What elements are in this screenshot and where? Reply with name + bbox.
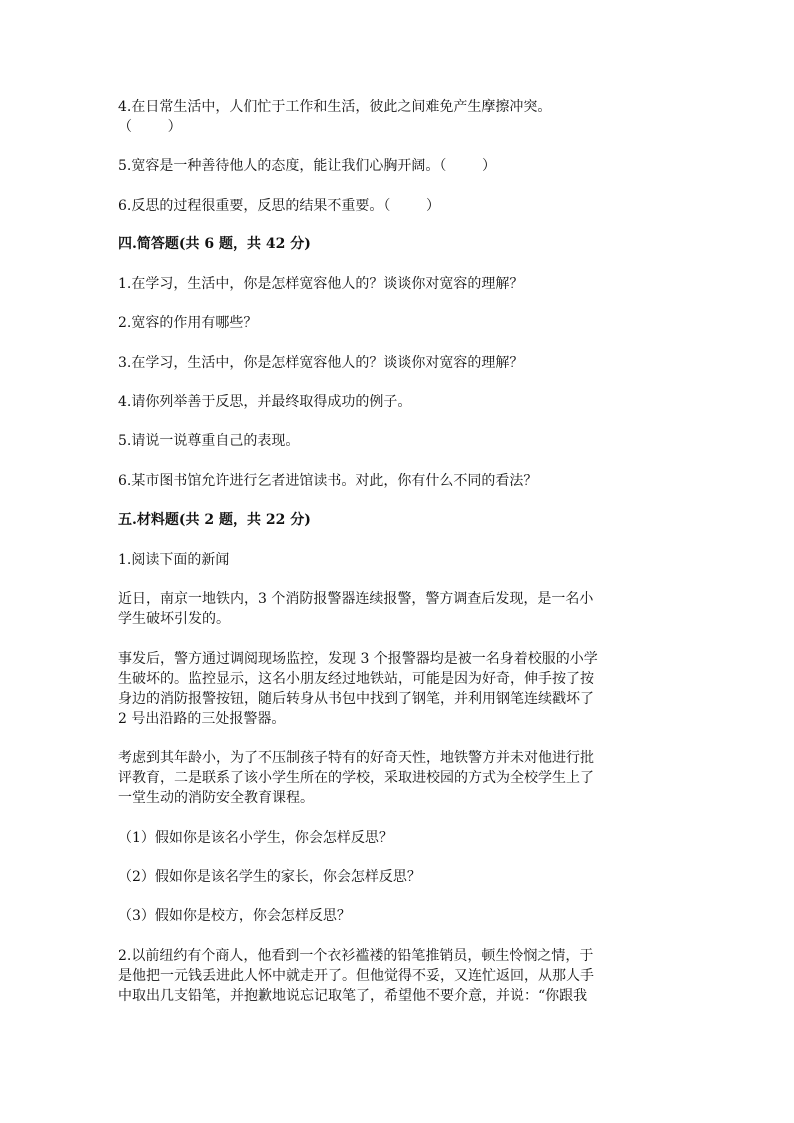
material1-sub3: （3）假如你是校方，你会怎样反思？ [118,908,351,924]
short-q5: 5.请说一说尊重自己的表现。 [118,433,300,449]
section4-title: 四.简答题(共 6 题，共 42 分) [118,236,311,252]
material2-line: 中取出几支铅笔，并抱歉地说忘记取笔了，希望他不要介意，并说：“你跟我 [118,988,588,1004]
short-q6: 6.某市图书馆允许进行乞者进馆读书。对此，你有什么不同的看法？ [118,473,538,489]
judgement-q6: 6.反思的过程很重要，反思的结果不重要。（ ） [118,198,440,214]
material1-p3-line: 考虑到其年龄小，为了不压制孩子特有的好奇天性，地铁警方并未对他进行批 [118,750,594,766]
judgement-q4: 4.在日常生活中，人们忙于工作和生活，彼此之间难免产生摩擦冲突。 [118,99,552,115]
section5-title: 五.材料题(共 2 题，共 22 分) [118,512,311,528]
material1-p2-line: 生破坏的。监控显示，这名小朋友经过地铁站，可能是因为好奇，伸手按了按 [118,671,594,687]
material2-line: 是他把一元钱丢进此人怀中就走开了。但他觉得不妥，又连忙返回，从那人手 [118,968,594,984]
short-q1: 1.在学习，生活中，你是怎样宽容他人的？谈谈你对宽容的理解？ [118,276,524,292]
material1-p2-line: 事发后，警方通过调阅现场监控，发现 3 个报警器均是被一名身着校服的小学 [118,651,598,667]
material1-p1-line: 学生破坏引发的。 [118,611,230,627]
short-q4: 4.请你列举善于反思，并最终取得成功的例子。 [118,394,412,410]
material1-p3-line: 一堂生动的消防安全教育课程。 [118,790,314,806]
judgement-q5: 5.宽容是一种善待他人的态度，能让我们心胸开阔。（ ） [118,158,496,174]
material1-title: 1.阅读下面的新闻 [118,552,230,568]
material2-line: 2.以前纽约有个商人，他看到一个衣衫褴褛的铅笔推销员，顿生怜悯之情，于 [118,948,594,964]
short-q3: 3.在学习，生活中，你是怎样宽容他人的？谈谈你对宽容的理解？ [118,355,524,371]
material1-p2-line: 2 号出沿路的三处报警器。 [118,711,286,727]
material1-sub1: （1）假如你是该名小学生，你会怎样反思？ [118,830,393,846]
judgement-q4-answer: （ ） [118,119,182,135]
material1-p1-line: 近日，南京一地铁内，3 个消防报警器连续报警，警方调查后发现，是一名小 [118,591,594,607]
material1-p2-line: 身边的消防报警按钮，随后转身从书包中找到了钢笔，并利用钢笔连续戳坏了 [118,691,594,707]
material1-p3-line: 评教育，二是联系了该小学生所在的学校，采取进校园的方式为全校学生上了 [118,770,594,786]
short-q2: 2.宽容的作用有哪些？ [118,315,258,331]
material1-sub2: （2）假如你是该名学生的家长，你会怎样反思？ [118,869,421,885]
